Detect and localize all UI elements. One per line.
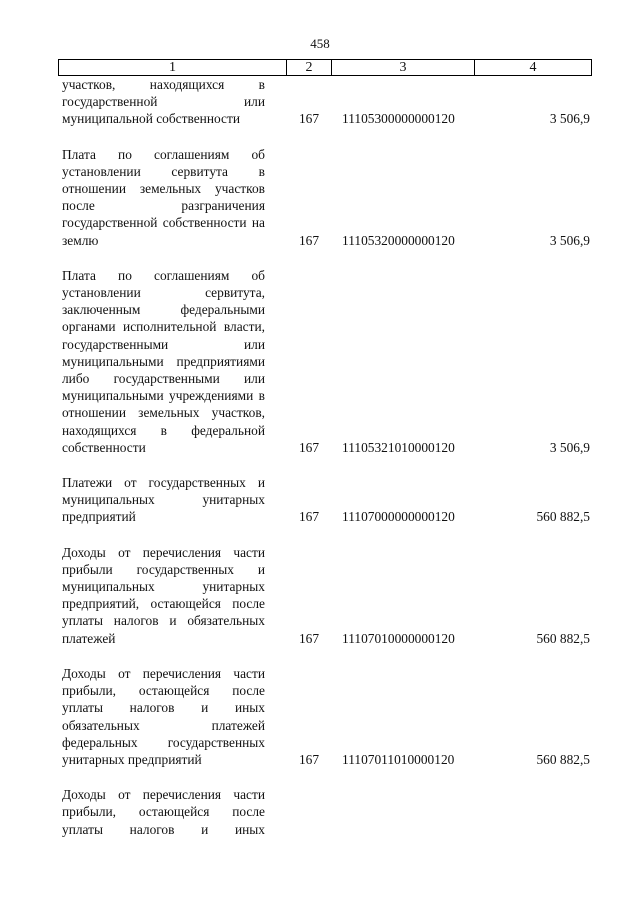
row-kbk: 11105320000000120 — [342, 232, 455, 248]
table-row — [62, 146, 590, 249]
page-number: 458 — [310, 36, 330, 51]
table-row — [62, 76, 590, 128]
row-kbk: 11105321010000120 — [342, 439, 455, 455]
row-name: Доходы от перечисления части прибыли, остающейся после уплаты налогов и иных — [62, 787, 265, 837]
row-name: участков, находящихся в государственной или муниципальной собственности — [62, 77, 265, 127]
row-admin-code: 167 — [298, 509, 320, 525]
row-kbk: 11107010000000120 — [342, 630, 455, 646]
row-name: Плата по соглашениям об установлении сервитута, заключенным федеральными органами исполнительной власти, государственными или муниципальными предприятиями либо государственными или муниципальными учреждениями в отношении земельных участков, находящихся в федеральной собственности — [62, 267, 265, 455]
row-admin-code: 167 — [298, 630, 320, 646]
column-header-4: 4 — [529, 60, 537, 75]
table-row — [62, 474, 590, 526]
row-amount: 560 882,5 — [536, 509, 590, 525]
row-admin-code: 167 — [298, 232, 320, 248]
row-name: Платежи от государственных и муниципальных унитарных предприятий — [62, 475, 265, 525]
row-amount: 3 506,9 — [549, 232, 590, 248]
row-amount: 3 506,9 — [549, 111, 590, 127]
row-name: Доходы от перечисления части прибыли, остающейся после уплаты налогов и иных обязательных платежей федеральных государственных унитарных предприятий — [62, 665, 265, 767]
row-admin-code: 167 — [298, 111, 320, 127]
row-kbk: 11107011010000120 — [342, 751, 455, 767]
table-body — [62, 76, 590, 856]
row-kbk: 11107000000000120 — [342, 509, 455, 525]
row-amount: 3 506,9 — [549, 439, 590, 455]
row-amount: 560 882,5 — [536, 751, 590, 767]
table-row — [62, 665, 590, 768]
table-row — [62, 267, 590, 456]
row-admin-code: 167 — [298, 751, 320, 767]
column-header-1: 1 — [59, 60, 287, 75]
row-name: Плата по соглашениям об установлении сервитута в отношении земельных участков после разграничения государственной собственности на землю — [62, 146, 265, 248]
table-header-row — [58, 59, 592, 76]
table-row — [62, 786, 590, 838]
column-header-2: 2 — [287, 60, 332, 75]
row-kbk: 11105300000000120 — [342, 111, 455, 127]
column-header-3: 3 — [332, 60, 475, 75]
row-amount: 560 882,5 — [536, 630, 590, 646]
row-name: Доходы от перечисления части прибыли государственных и муниципальных унитарных предприятий, остающейся после уплаты налогов и обязательных платежей — [62, 544, 265, 646]
table-row — [62, 544, 590, 647]
row-admin-code: 167 — [298, 439, 320, 455]
